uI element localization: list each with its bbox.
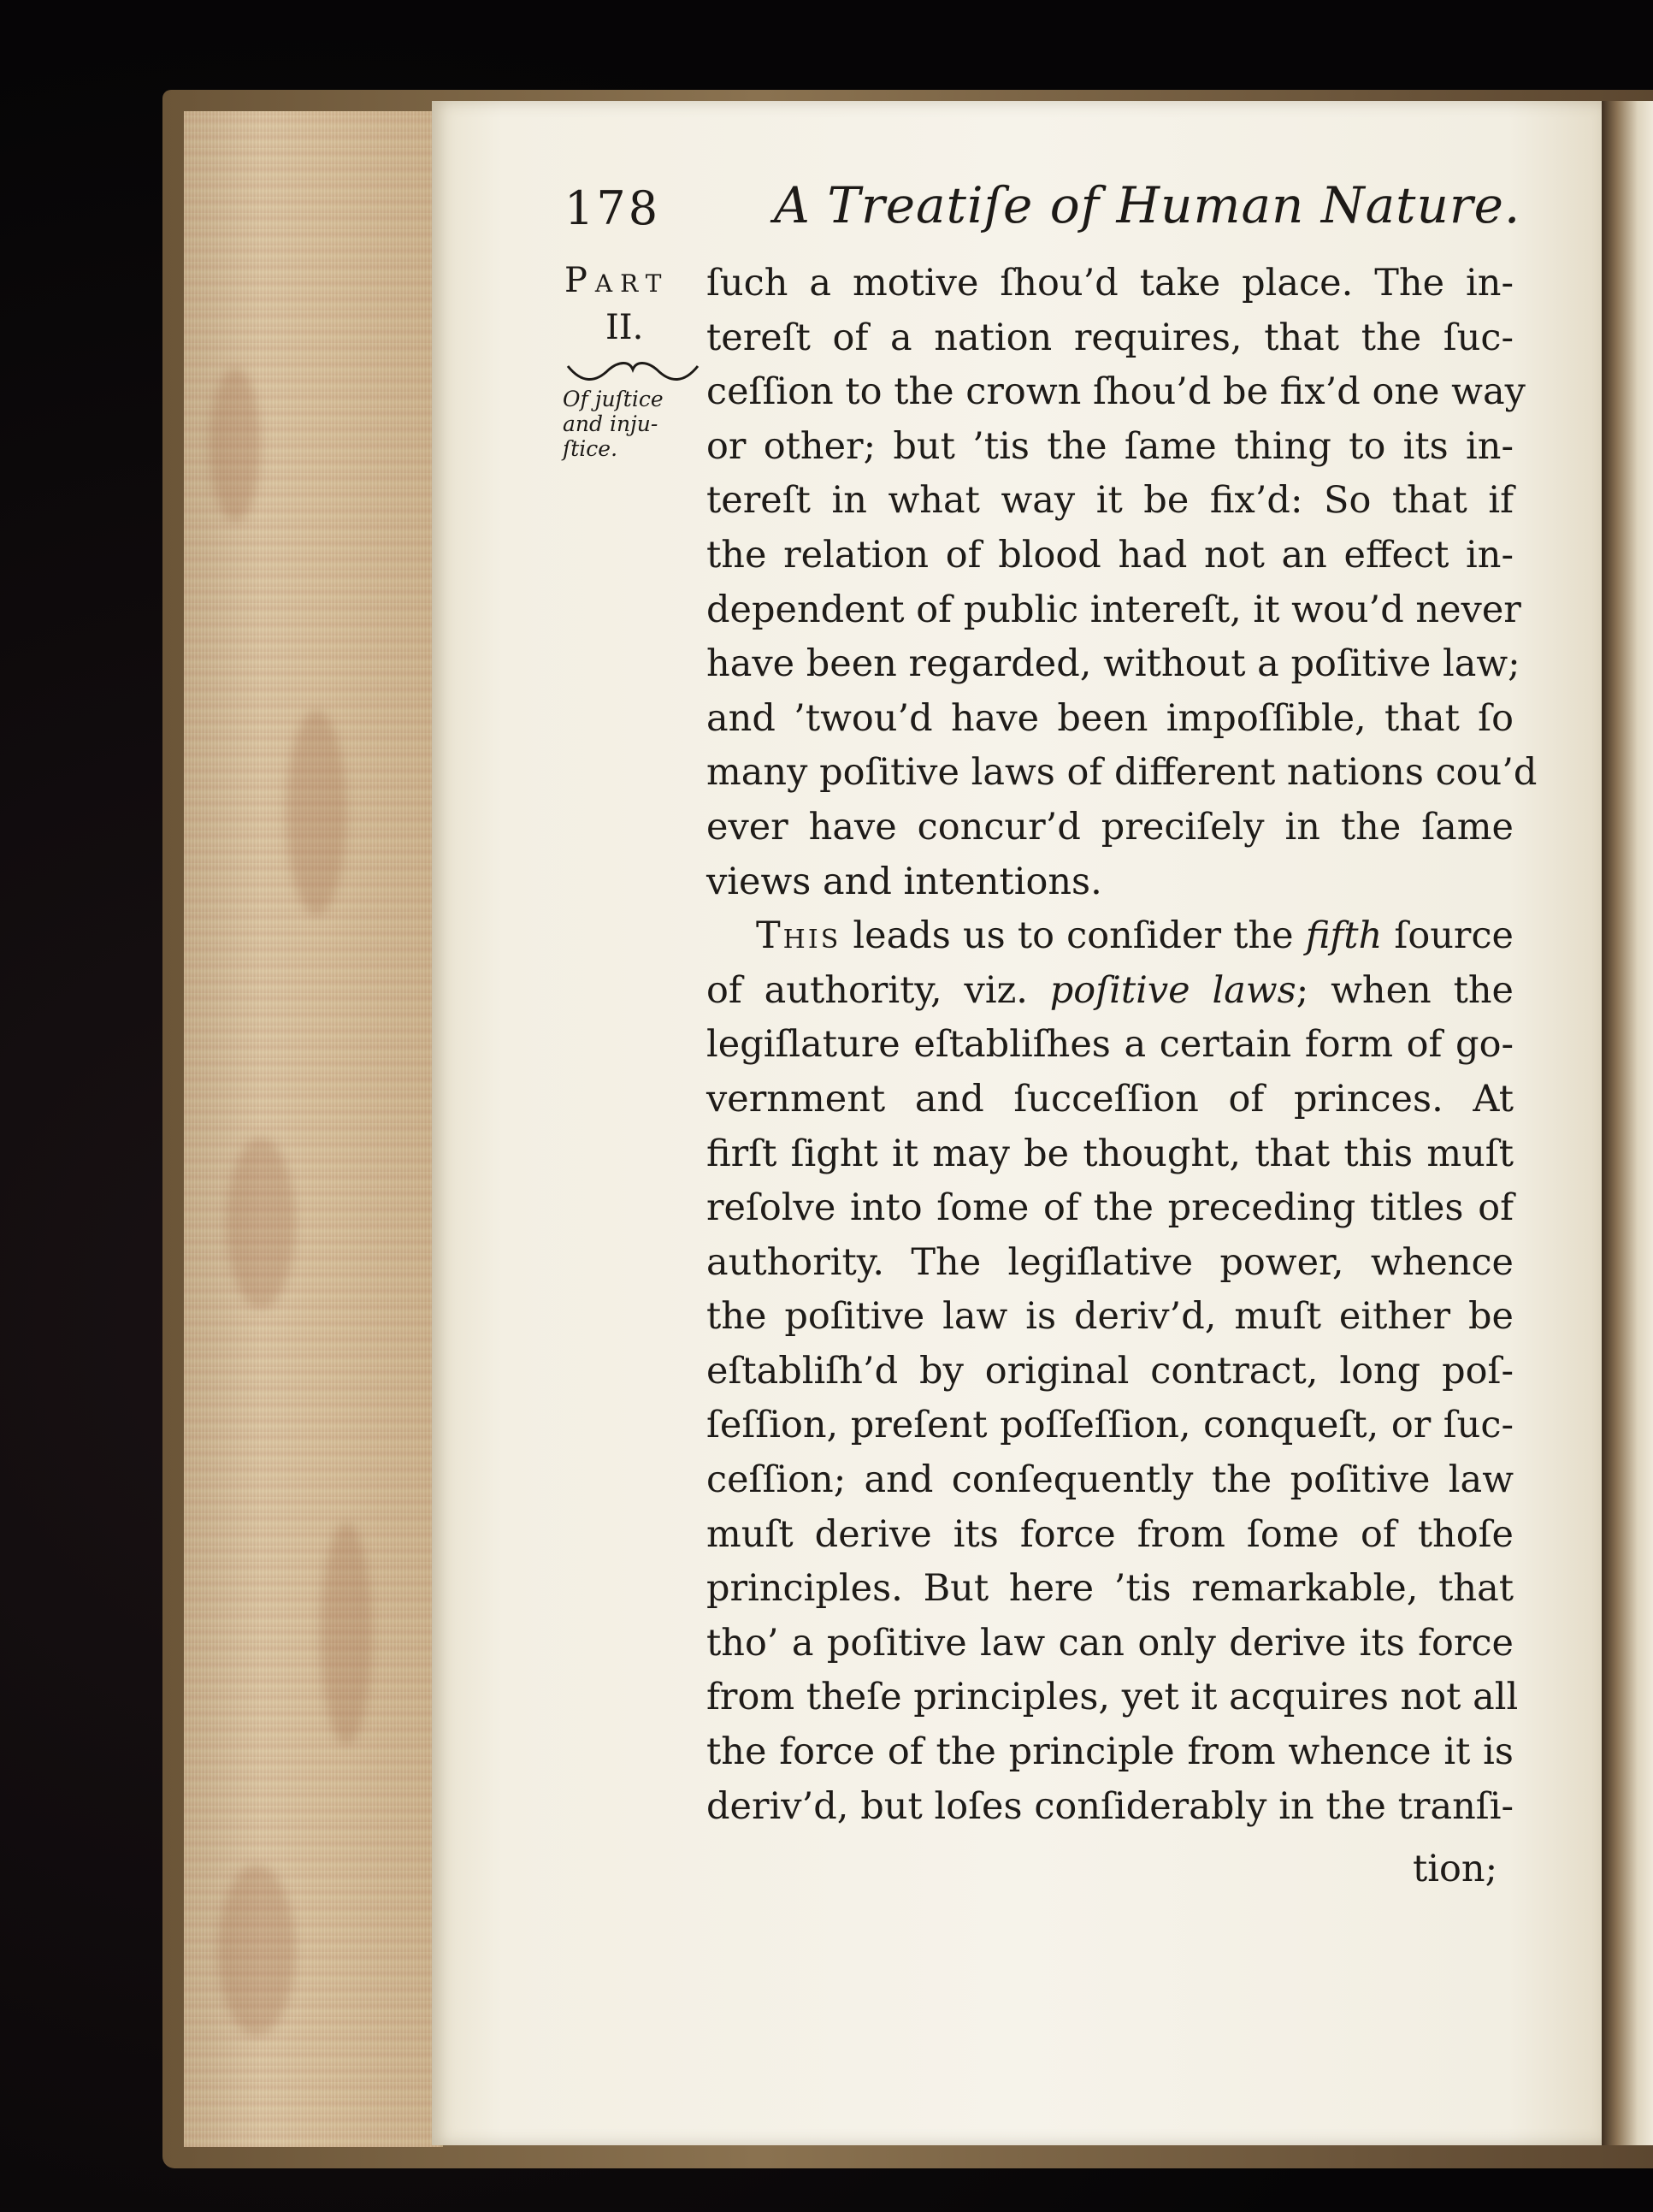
text-line: authority. The legiſlative power, whence — [706, 1240, 1514, 1284]
side-note-line: ſtice. — [563, 436, 618, 461]
body-text — [706, 257, 1538, 1834]
text-line: the relation of blood had not an effect in- — [706, 533, 1514, 577]
side-note-line: Of juſtice — [563, 387, 664, 411]
text-line — [706, 964, 1514, 1019]
text-run: leads us to conſider the — [841, 914, 1306, 958]
page-edges — [184, 111, 443, 2147]
text-line: firſt ſight it may be thought, that this muſt — [706, 1132, 1514, 1175]
catchword: tion; — [1413, 1848, 1498, 1890]
foxing-stain — [218, 1865, 295, 2036]
text-line: tereſt in what way it be fix’d: So that if — [706, 479, 1514, 523]
text-line: vernment and ſucceſſion of princes. At — [706, 1077, 1514, 1121]
foxing-stain — [321, 1523, 372, 1745]
text-line: ſuch a motive ſhou’d take place. The in- — [706, 262, 1514, 305]
text-run: ; when the — [1296, 968, 1514, 1012]
text-line: and ’twou’d have been impoſſible, that ſo — [706, 696, 1514, 740]
text-run: of authority, viz. — [706, 968, 1050, 1012]
text-line: ſeſſion, preſent poſſeſſion, conqueſt, or ſuc- — [706, 1404, 1514, 1447]
foxing-stain — [227, 1138, 295, 1309]
text-line: eſtabliſh’d by original contract, long poſ- — [706, 1349, 1514, 1393]
text-line: muſt derive its force from ſome of thoſe — [706, 1512, 1514, 1556]
text-line: tho’ a poſitive law can only derive its force — [706, 1621, 1514, 1665]
text-line: principles. But here ’tis remarkable, that — [706, 1567, 1514, 1611]
italic-run: poſitive laws — [1049, 968, 1296, 1012]
text-line: or other; but ’tis the ſame thing to its in- — [706, 424, 1514, 468]
ornament-rule-icon — [564, 359, 701, 385]
text-line: the poſitive law is deriv’d, muſt either be — [706, 1295, 1514, 1339]
running-title: A Treatiſe of Human Nature. — [774, 176, 1521, 234]
page-gutter — [1602, 101, 1653, 2145]
text-run: ſource — [1382, 914, 1514, 958]
paragraph-opening-line — [706, 909, 1514, 964]
text-line: the force of the principle from whence it is — [706, 1730, 1514, 1774]
side-note-line: and inju- — [563, 411, 658, 436]
foxing-stain — [210, 368, 261, 522]
page-number: 178 — [564, 181, 661, 235]
text-line: views and intentions. — [706, 860, 1102, 903]
part-number: II. — [605, 308, 644, 347]
text-line: reſolve into ſome of the preceding titles of — [706, 1186, 1514, 1230]
text-line: ceſſion to the crown ſhou’d be fix’d one way — [706, 370, 1526, 414]
foxing-stain — [286, 710, 346, 915]
side-note — [563, 387, 700, 461]
part-label: Part — [564, 261, 670, 300]
text-line: legiſlature eſtabliſhes a certain form of go- — [706, 1023, 1514, 1067]
text-line: deriv’d, but loſes conſiderably in the tranſi- — [706, 1784, 1514, 1828]
text-line: ever have concur’d preciſely in the ſame — [706, 805, 1514, 849]
text-line: dependent of public intereſt, it wou’d never — [706, 588, 1521, 631]
text-line: ceſſion; and conſequently the poſitive law — [706, 1458, 1514, 1502]
italic-run: fifth — [1305, 914, 1383, 958]
text-line: from theſe principles, yet it acquires not all — [706, 1676, 1519, 1719]
text-line: many poſitive laws of different nations cou’d — [706, 751, 1538, 795]
text-line: tereſt of a nation requires, that the ſuc- — [706, 316, 1514, 359]
small-caps-word: This — [756, 914, 841, 958]
text-line: have been regarded, without a poſitive law; — [706, 642, 1520, 686]
